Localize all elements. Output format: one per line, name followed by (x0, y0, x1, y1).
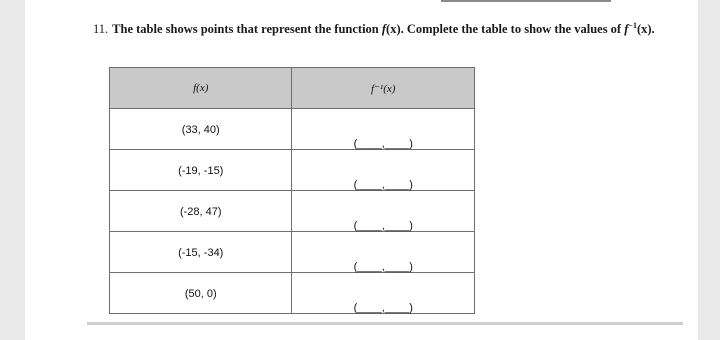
table-row (110, 191, 475, 232)
fx-value: (-28, 47) (179, 206, 222, 218)
inverse-cell[interactable] (292, 109, 475, 150)
function-arg: (x) (386, 22, 401, 37)
function-name: f (381, 22, 387, 37)
header-inverse: f⁻¹(x) (292, 68, 475, 109)
answer-blank[interactable]: (____,____) (353, 138, 413, 150)
fx-cell (110, 191, 292, 232)
fx-cell (110, 232, 292, 273)
question-text-middle: . Complete the table to show the values of (400, 22, 625, 37)
fx-cell (110, 273, 292, 314)
inverse-cell[interactable] (292, 150, 475, 191)
top-divider (441, 0, 611, 2)
fx-value: (50, 0) (184, 288, 217, 300)
answer-blank[interactable]: (____,____) (353, 179, 413, 191)
inverse-cell[interactable] (292, 273, 475, 314)
inverse-exponent: −1 (628, 21, 637, 30)
question-prompt (93, 21, 655, 37)
table-row (110, 273, 475, 314)
inverse-base: f (624, 22, 629, 37)
table-header-row (110, 68, 475, 109)
worksheet-page (25, 0, 698, 340)
function-table (109, 67, 475, 314)
answer-blank[interactable]: (____,____) (353, 302, 413, 314)
fx-value: (-15, -34) (178, 247, 224, 259)
fx-cell (110, 150, 292, 191)
question-number: 11. (93, 22, 109, 37)
fx-value: (-19, -15) (178, 165, 224, 177)
table-row (110, 150, 475, 191)
fx-cell (110, 109, 292, 150)
answer-blank[interactable]: (____,____) (353, 261, 413, 273)
header-fx: f(x) (110, 68, 292, 109)
table-row (110, 232, 475, 273)
fx-value: (33, 40) (181, 124, 220, 136)
question-text-before: The table shows points that represent the function (112, 22, 382, 37)
inverse-cell[interactable] (292, 191, 475, 232)
table-row (110, 109, 475, 150)
answer-blank[interactable]: (____,____) (353, 220, 413, 232)
bottom-divider (87, 322, 683, 325)
inverse-arg: (x). (636, 22, 655, 37)
inverse-cell[interactable] (292, 232, 475, 273)
